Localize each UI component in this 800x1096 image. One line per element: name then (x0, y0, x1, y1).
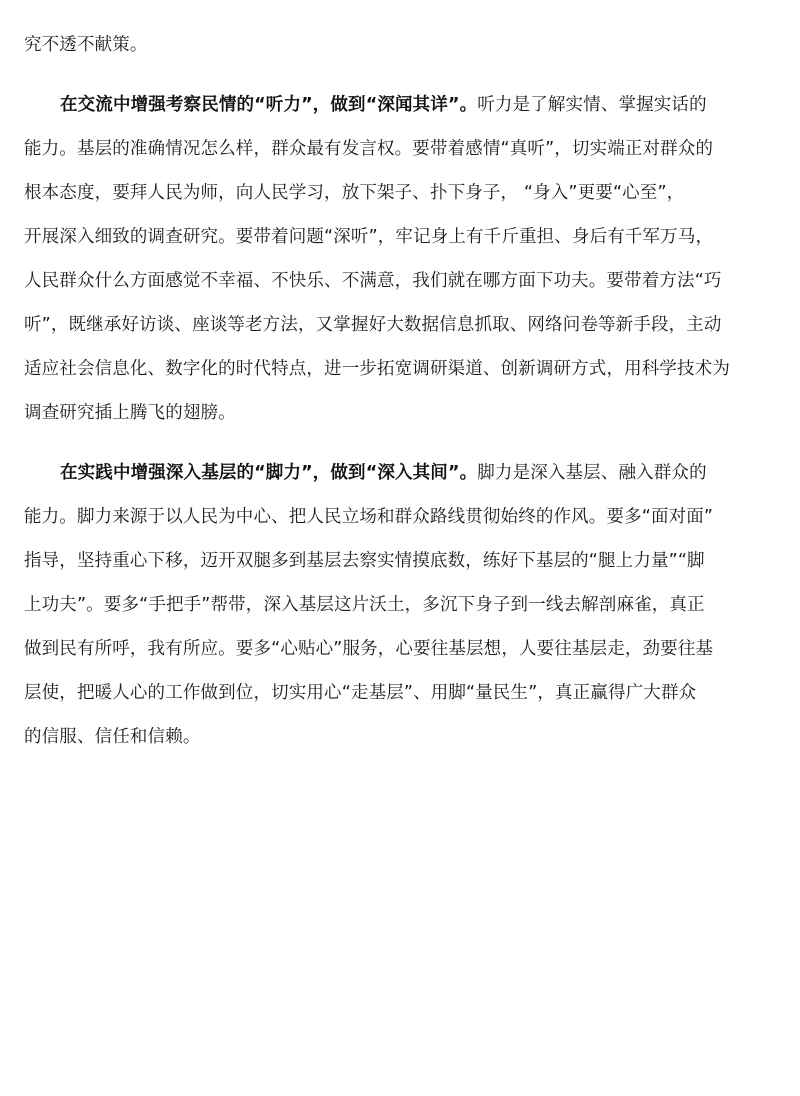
text-line: 适应社会信息化、数字化的时代特点，进一步拓宽调研渠道、创新调研方式，用科学技术为 (24, 359, 730, 379)
text-line: 开展深入细致的调查研究。要带着问题“深听”，牢记身上有千斤重担、身后有千军万马， (24, 227, 714, 247)
text-line: 上功夫”。要多“手把手”帮带，深入基层这片沃土，多沉下身子到一线去解剖麻雀，真正 (24, 595, 705, 615)
text-line: 调查研究插上腾飞的翅膀。 (24, 403, 236, 423)
text-line: 指导，坚持重心下移，迈开双腿多到基层去察实情摸底数，练好下基层的“腿上力量”“脚 (24, 551, 705, 571)
text-run: 听力是了解实情、掌握实话的 (477, 95, 707, 115)
text-line: 人民群众什么方面感觉不幸福、不快乐、不满意，我们就在哪方面下功夫。要带着方法“巧 (24, 271, 722, 291)
text-line: 根本态度，要拜人民为师，向人民学习，放下架子、扑下身子， “身入”更要“心至”， (24, 183, 685, 203)
text-line: 层使，把暖人心的工作做到位，切实用心“走基层”、用脚“量民生”，真正赢得广大群众 (24, 683, 697, 703)
paragraph-footwork (24, 451, 780, 759)
text-line: 做到民有所呼，我有所应。要多“心贴心”服务，心要往基层想，人要往基层走，劲要往基 (24, 639, 714, 659)
text-line: 听”，既继承好访谈、座谈等老方法，又掌握好大数据信息抓取、网络问卷等新手段，主动 (24, 315, 722, 335)
paragraph-continuation (24, 23, 780, 67)
paragraph-listening (24, 83, 780, 435)
text-line: 的信服、信任和信赖。 (24, 727, 201, 747)
paragraph-heading: 在交流中增强考察民情的“听力”，做到“深闻其详”。 (60, 95, 478, 115)
text-line: 究不透不献策。 (24, 35, 148, 55)
document-body (24, 23, 780, 759)
text-line: 能力。基层的准确情况怎么样，群众最有发言权。要带着感情“真听”，切实端正对群众的 (24, 139, 714, 159)
paragraph-heading: 在实践中增强深入基层的“脚力”，做到“深入其间”。 (60, 463, 478, 483)
text-line (24, 83, 780, 127)
text-line: 能力。脚力来源于以人民为中心、把人民立场和群众路线贯彻始终的作风。要多“面对面” (24, 507, 714, 527)
text-run: 脚力是深入基层、融入群众的 (477, 463, 707, 483)
text-line (24, 451, 780, 495)
